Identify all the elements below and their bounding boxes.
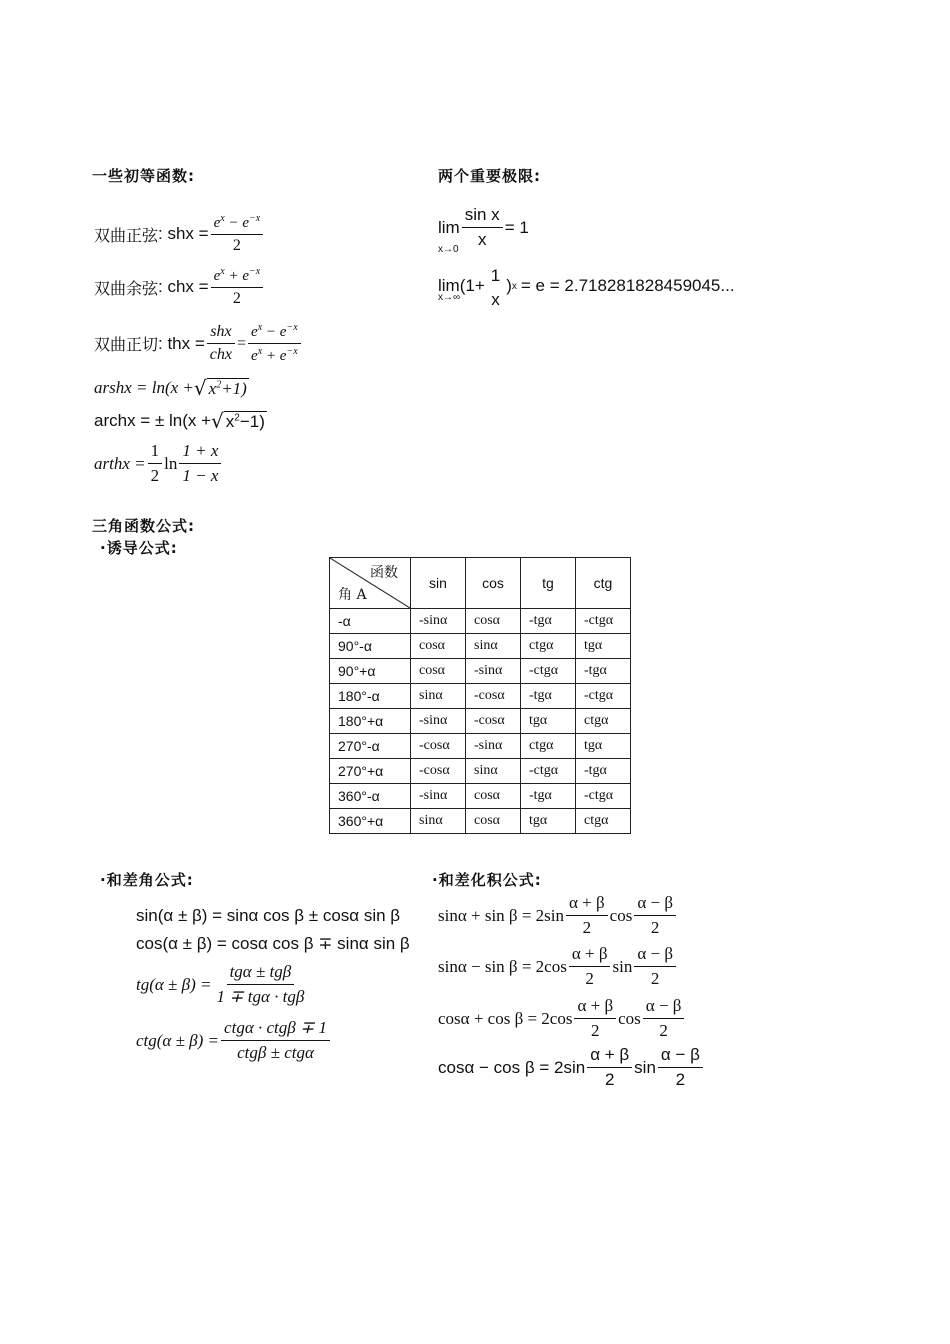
table-row xyxy=(330,684,631,709)
heading-elementary-functions: 一些初等函数: xyxy=(92,167,195,185)
limit-sinx-over-x: lim $\frac{\text{sin x}}{x}$ = 1 x→0 xyxy=(438,205,529,255)
formula-shx xyxy=(94,213,265,255)
formula-sin-minus-sin: sinα − sin β = 2cos $\frac{\alpha + \beta}{2}$ sin $\frac{\alpha - \beta}{2}$ xyxy=(438,944,678,989)
table-angle-cell: -α xyxy=(330,609,411,634)
table-cell: -cosα xyxy=(466,709,521,734)
formula-cos-minus-cos: cosα − cos β = 2sin $\frac{\alpha + \beta}{2}$ sin $\frac{\alpha - \beta}{2}$ xyxy=(438,1045,705,1090)
formula-archx: archx = ± ln(x + √ $x^2-1$) xyxy=(94,409,265,433)
chx-label: 双曲余弦 xyxy=(94,278,159,298)
table-row xyxy=(330,659,631,684)
table-cell: -ctgα xyxy=(576,684,631,709)
table-cell: -tgα xyxy=(576,759,631,784)
chx-fraction: $\frac{e^x + e^{-x}}{2}$ xyxy=(211,266,264,308)
formula-ctg-sum: ctg(α ± β) = $\frac{\text{ctgα · ctgβ ∓ 1}}{\text{ctgβ ± ctgα}}$ xyxy=(136,1018,332,1063)
table-row xyxy=(330,609,631,634)
induction-table xyxy=(329,557,631,834)
table-cell: ctgα xyxy=(521,734,576,759)
table-cell: -sinα xyxy=(466,734,521,759)
table-row xyxy=(330,784,631,809)
formula-thx: 双曲正切 : thx = $\frac{\text{shx}}{\text{chx}}$ = $\frac{e^x - e^{-x}}{e^x + e^{-x}}$ xyxy=(94,322,303,365)
table-cell: -cosα xyxy=(466,684,521,709)
table-cell: cosα xyxy=(466,609,521,634)
table-cell: tgα xyxy=(521,809,576,834)
table-cell: -sinα xyxy=(411,609,466,634)
formula-sin-plus-sin: sinα + sin β = 2sin $\frac{\alpha + \beta}{2}$ cos $\frac{\alpha - \beta}{2}$ xyxy=(438,893,678,938)
table-corner-cell: 函数 角 A xyxy=(330,558,411,609)
table-angle-cell: 180°+α xyxy=(330,709,411,734)
table-angle-cell: 270°-α xyxy=(330,734,411,759)
table-cell: sinα xyxy=(466,759,521,784)
shx-label: 双曲正弦 xyxy=(94,225,159,245)
table-angle-cell: 360°+α xyxy=(330,809,411,834)
table-angle-cell: 270°+α xyxy=(330,759,411,784)
table-row xyxy=(330,759,631,784)
table-cell: sinα xyxy=(411,809,466,834)
table-cell: cosα xyxy=(411,634,466,659)
table-cell: -ctgα xyxy=(576,784,631,809)
table-cell: -ctgα xyxy=(521,759,576,784)
formula-arshx: arshx = ln(x + √ $x^2+1$) xyxy=(94,376,247,400)
heading-sum-difference: ·和差角公式: xyxy=(100,871,194,889)
arthx-half: $\frac{1}{2}$ xyxy=(148,441,163,486)
table-row xyxy=(330,709,631,734)
table-header: cos xyxy=(466,558,521,609)
formula-arthx: arthx = $\frac{1}{2}$ ln $\frac{1 + x}{1 - x}$ xyxy=(94,441,223,486)
table-header: sin xyxy=(411,558,466,609)
table-cell: -tgα xyxy=(521,684,576,709)
formula-chx xyxy=(94,266,265,308)
table-cell: ctgα xyxy=(576,709,631,734)
thx-fraction-sym: $\frac{\text{shx}}{\text{chx}}$ xyxy=(207,323,235,364)
table-cell: -tgα xyxy=(521,784,576,809)
table-cell: -sinα xyxy=(411,784,466,809)
table-cell: -ctgα xyxy=(521,659,576,684)
heading-induction-formulas: ·诱导公式: xyxy=(100,539,178,557)
heading-trig-formulas: 三角函数公式: xyxy=(92,517,195,535)
table-cell: sinα xyxy=(411,684,466,709)
table-header: ctg xyxy=(576,558,631,609)
table-angle-cell: 90°+α xyxy=(330,659,411,684)
table-header-row xyxy=(330,558,631,609)
table-angle-cell: 180°-α xyxy=(330,684,411,709)
formula-tg-sum: tg(α ± β) = $\frac{\text{tgα ± tgβ}}{\text{1 ∓ tgα · tgβ}}$ xyxy=(136,962,305,1006)
table-angle-cell: 360°-α xyxy=(330,784,411,809)
table-cell: cosα xyxy=(466,809,521,834)
table-cell: ctgα xyxy=(521,634,576,659)
table-cell: -cosα xyxy=(411,734,466,759)
thx-lhs: : thx = xyxy=(158,333,205,353)
shx-lhs: : shx = xyxy=(158,224,209,243)
thx-label: 双曲正切 xyxy=(94,335,159,354)
table-cell: sinα xyxy=(466,634,521,659)
thx-fraction-exp: $\frac{e^x - e^{-x}}{e^x + e^{-x}}$ xyxy=(248,322,301,365)
table-cell: cosα xyxy=(466,784,521,809)
table-cell: -sinα xyxy=(411,709,466,734)
table-cell: tgα xyxy=(521,709,576,734)
limit-e: lim(1+ 1 x ) x = e = 2.718281828459045... x→∞ xyxy=(438,266,735,309)
table-angle-cell: 90°-α xyxy=(330,634,411,659)
table-cell: ctgα xyxy=(576,809,631,834)
table-cell: -ctgα xyxy=(576,609,631,634)
table-row xyxy=(330,734,631,759)
formula-sin-sum: sin(α ± β) = sinα cos β ± cosα sin β xyxy=(136,906,401,925)
table-cell: -tgα xyxy=(521,609,576,634)
table-cell: tgα xyxy=(576,634,631,659)
formula-cos-plus-cos: cosα + cos β = 2cos $\frac{\alpha + \beta}{2}$ cos $\frac{\alpha - \beta}{2}$ xyxy=(438,996,686,1041)
table-cell: -cosα xyxy=(411,759,466,784)
arthx-fraction: $\frac{1 + x}{1 - x}$ xyxy=(179,441,221,486)
heading-sum-to-product: ·和差化积公式: xyxy=(432,871,542,889)
table-cell: -sinα xyxy=(466,659,521,684)
table-cell: -tgα xyxy=(576,659,631,684)
table-row xyxy=(330,809,631,834)
heading-important-limits: 两个重要极限: xyxy=(438,167,541,185)
table-row xyxy=(330,634,631,659)
formula-cos-sum: cos(α ± β) = cosα cos β ∓ sinα sin β xyxy=(136,934,410,953)
table-cell: cosα xyxy=(411,659,466,684)
table-cell: tgα xyxy=(576,734,631,759)
shx-fraction: $\frac{e^x - e^{-x}}{2}$ xyxy=(211,213,264,255)
table-header: tg xyxy=(521,558,576,609)
chx-lhs: : chx = xyxy=(158,277,209,296)
